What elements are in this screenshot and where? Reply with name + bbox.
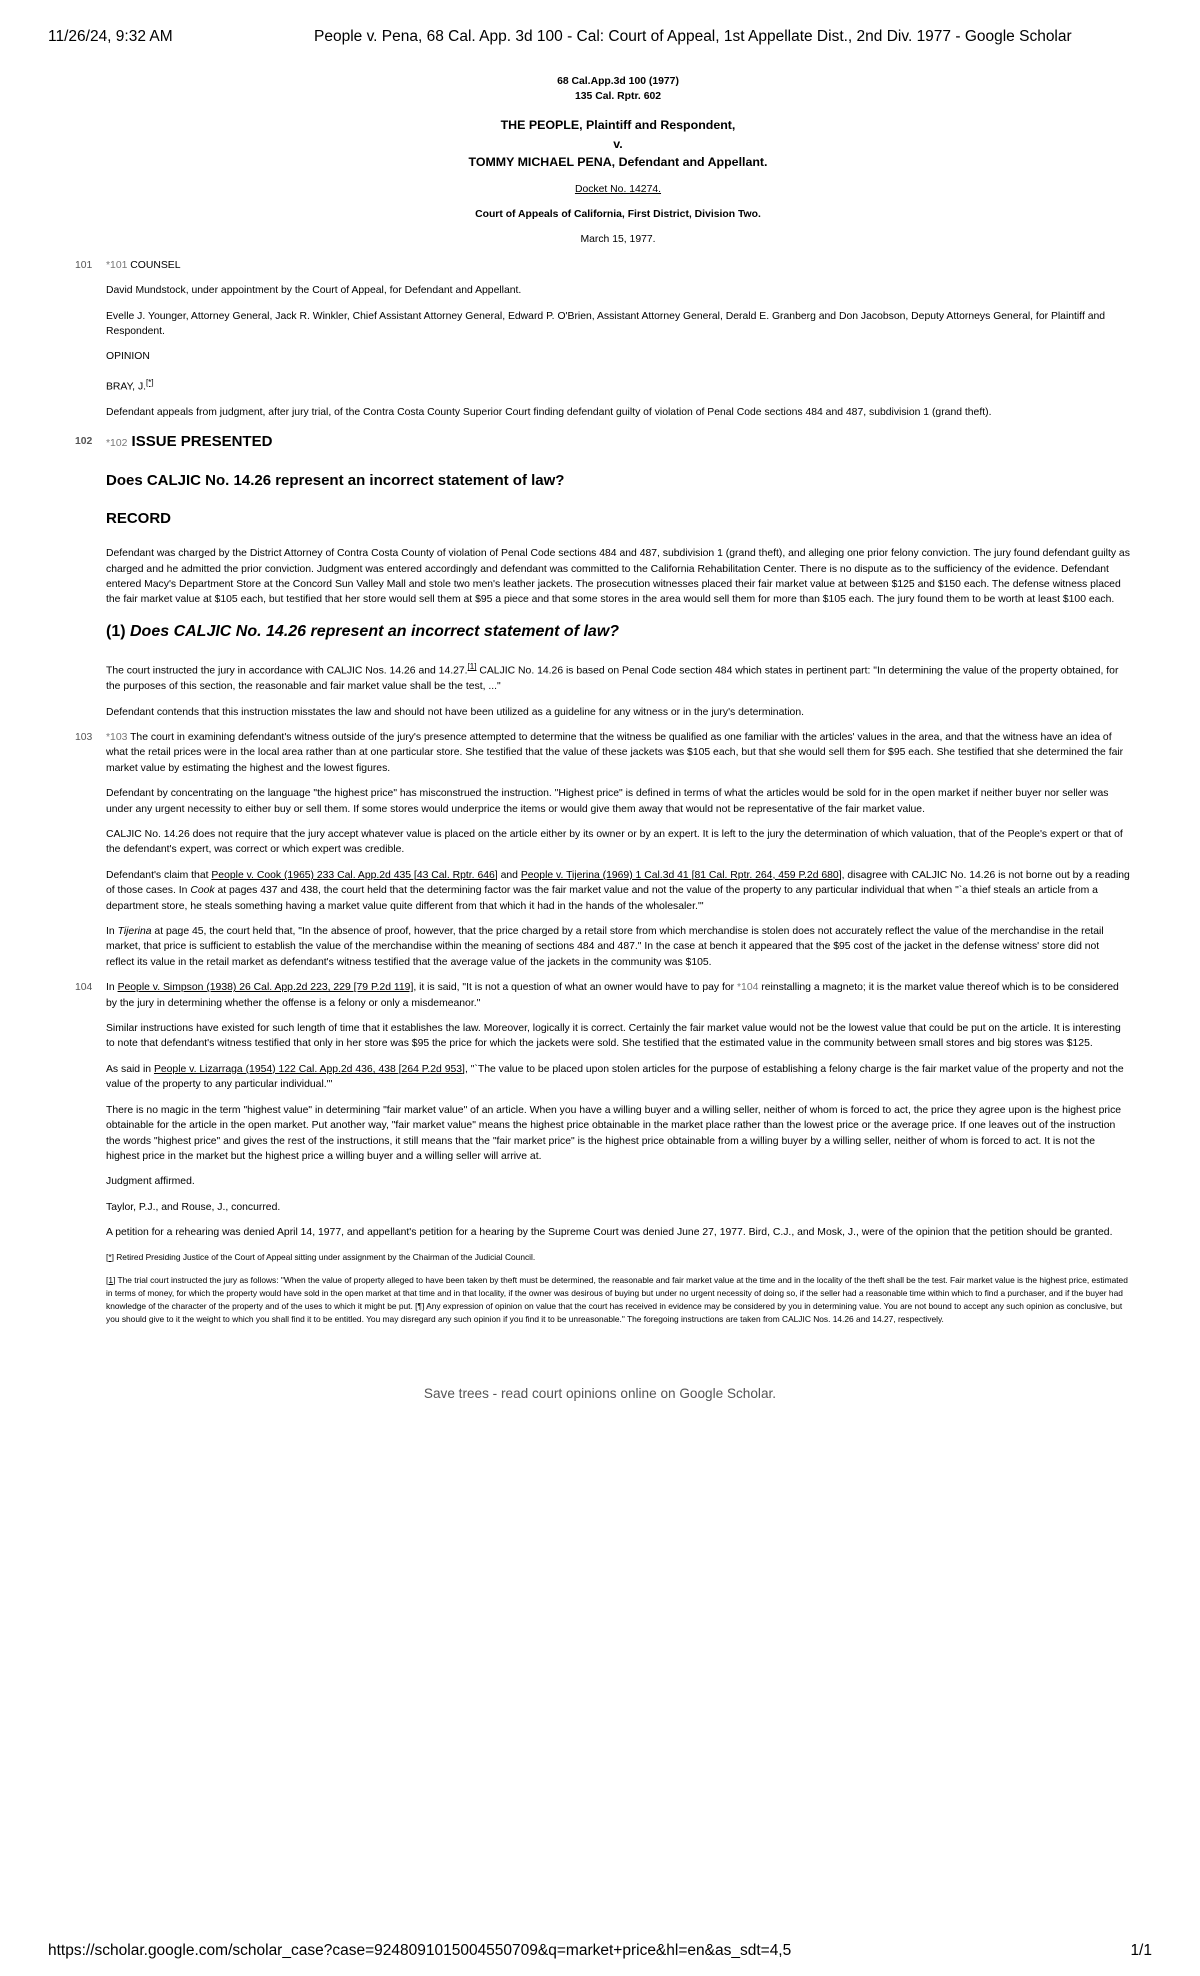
docket-link[interactable]: Docket No. 14274. <box>574 183 662 195</box>
cook-italic: Cook <box>190 885 215 897</box>
author-line <box>106 375 1130 395</box>
citation-2: 135 Cal. Rptr. 602 <box>574 91 662 102</box>
paragraph-record: Defendant was charged by the District Attorney of Contra Costa County of violation of Penal Code sections 484 and 487, subdivision 1 (grand theft), and alleging one prior felony conviction. The jury found defendant guilty as charged and he admitted the prior conviction. Judgment was entered accordingly and defendant was committed to the California Rehabilitation Center. There is no dispute as to the sufficiency of the evidence. Defendant entered Macy's Department Store at the Concord Sun Valley Mall and stole two men's leather jackets. The prosecution witnesses placed their fair market value at between $125 and $150 each. The defense witness placed the fair market value at $105 each, but testified that her store would sell them at $95 a piece and that some stores in the area would sell them for more than $105 each. The jury found them to be worth at least $100 each. <box>106 548 1130 606</box>
print-page-title: People v. Pena, 68 Cal. App. 3d 100 - Cal: Court of Appeal, 1st Appellate Dist., 2nd Div. 1977 - Google Scholar <box>314 28 1072 45</box>
issue-presented-heading <box>75 433 1130 451</box>
claim-text-c: , disagree with CALJIC No. 14.26 is not borne out by a reading of those cases. In <box>106 869 1130 897</box>
instruction-text-a: The court instructed the jury in accordance with CALJIC Nos. 14.26 and 14.27. <box>106 665 468 677</box>
footnote-1-text-a: The trial court instructed the jury as follows: "When the value of property alleged to have been taken by theft must be determined, the reasonable and fair market value at the time and in the locality of the theft shall be the test. Fair market value is the highest price, estimated in terms of money, for which the property would have sold in the open market at that time and in that locality, if the owner was desirous of buying but under no urgent necessity of doing so, if the seller had a reasonable time within which to find a purchaser, and if the buyer had knowledge of the character of the property and of the uses to which it might be put. <box>106 1274 1128 1311</box>
print-datetime: 11/26/24, 9:32 AM <box>48 28 173 45</box>
counsel-heading <box>75 258 1130 273</box>
examining-text: The court in examining defendant's witness outside of the jury's presence attempted to determine that the witness be qualified as one familiar with the articles' values in the area, and that the witness have an idea of what the retail prices were in the local area rather than at one particular store. She testified that the value of these jackets was $105 each, but that she would sell them for $95 each. She testified that she determined the fair market value by estimating the highest and the lowest figures. <box>106 731 1124 774</box>
plaintiff: THE PEOPLE, Plaintiff and Respondent, <box>500 118 736 132</box>
instruction-text-b: CALJIC No. 14.26 is based on Penal Code section 484 which states in pertinent part: "In determining the value of the property obtained, for the purposes of this section, the reasonable and fair market value shall be the test, ..." <box>106 665 1119 693</box>
print-header <box>48 28 1152 52</box>
save-trees-message: Save trees - read court opinions online on Google Scholar. <box>423 1386 777 1401</box>
counsel-respondent: Evelle J. Younger, Attorney General, Jack R. Winkler, Chief Assistant Attorney General, Edward P. O'Brien, Assistant Attorney General, Derald E. Granberg and Don Jacobson, Deputy Attorneys General, for Plaintiff and Respondent. <box>106 310 1106 337</box>
footnote-1-text-b: Any expression of opinion on value that the court has received in evidence may be considered by you in determining value. You are not bound to accept any such opinion as conclusive, but you should give to it the weight to which you shall find it to be entitled. You may disregard any such opinion if you find it to be unreasonable." The foregoing instructions are taken from CALJIC Nos. 14.26 and 14.27, respectively. <box>106 1300 1123 1324</box>
footnote-star-backlink[interactable]: [*] <box>106 1251 114 1262</box>
counsel-label: COUNSEL <box>127 259 181 271</box>
paragraph-concurred: Taylor, P.J., and Rouse, J., concurred. <box>106 1201 281 1213</box>
page-number-103[interactable]: 103 <box>75 731 93 743</box>
question-heading: Does CALJIC No. 14.26 represent an incorrect statement of law? <box>106 472 565 490</box>
versus: v. <box>613 136 623 151</box>
author-name: BRAY, J. <box>106 381 147 393</box>
simpson-text-c: reinstalling a magneto; it is the market value thereof which is to be considered by the jury in determining whether the offense is a felony or only a misdemeanor." <box>106 982 1119 1009</box>
opinion-label: OPINION <box>106 351 150 363</box>
paragraph-simpson <box>75 980 1130 1011</box>
paragraph-tijerina <box>106 924 1130 970</box>
footnote-1-ref[interactable]: [1] <box>467 662 477 672</box>
paragraph-affirmed: Judgment affirmed. <box>106 1176 195 1188</box>
star-page-102: *102 <box>106 438 128 450</box>
case-link-tijerina[interactable]: People v. Tijerina (1969) 1 Cal.3d 41 [81 Cal. Rptr. 264, 459 P.2d 680] <box>520 869 842 881</box>
decision-date: March 15, 1977. <box>580 234 656 246</box>
footnote-1-paragraph-mark: [¶] <box>415 1300 425 1311</box>
page-number-101[interactable]: 101 <box>75 259 93 271</box>
counsel-appellant: David Mundstock, under appointment by the Court of Appeal, for Defendant and Appellant. <box>106 285 522 297</box>
print-page-number: 1/1 <box>1130 1942 1152 1959</box>
simpson-text-a: In <box>106 982 118 994</box>
tijerina-text-b: at page 45, the court held that, "In the absence of proof, however, that the price charged by a retail store from which merchandise is stolen does not accurately reflect the value of the merchandise in the retail market, that price is sufficient to establish the value of the merchandise within the meaning of sections 484 and 487." In the case at bench it appeared that the $95 cost of the jacket in the defense witness' store did not reflect its value in the retail market as defendant's witness testified that the average value of the jackets in the community was $105. <box>106 926 1104 968</box>
page-number-102[interactable]: 102 <box>75 436 93 448</box>
print-url: https://scholar.google.com/scholar_case?case=9248091015004550709&q=market+price&hl=en&as_sdt=4,5 <box>48 1942 792 1959</box>
tijerina-italic: Tijerina <box>117 926 152 938</box>
court-name: Court of Appeals of California, First District, Division Two. <box>475 208 761 220</box>
paragraph-rehearing: A petition for a rehearing was denied April 14, 1977, and appellant's petition for a hearing by the Supreme Court was denied June 27, 1977. Bird, C.J., and Mosk, J., were of the opinion that the petition should be granted. <box>106 1227 1113 1239</box>
lizarraga-text-b: , "`The value to be placed upon stolen articles for the purpose of establishing a felony charge is the fair market value of the property and not the value of the property to any particular individual.'" <box>106 1063 1124 1091</box>
paragraph-lizarraga <box>106 1062 1130 1093</box>
case-document <box>75 74 1130 1336</box>
simpson-text-b: , it is said, "It is not a question of what an owner would have to pay for <box>413 982 737 994</box>
record-heading: RECORD <box>106 509 172 527</box>
claim-text-a: Defendant's claim that <box>106 869 212 881</box>
footnote-1-backlink[interactable]: [1] <box>106 1274 116 1285</box>
citation-1: 68 Cal.App.3d 100 (1977) <box>557 76 679 87</box>
tijerina-text-a: In <box>106 926 118 938</box>
issue-presented-label: ISSUE PRESENTED <box>127 433 273 451</box>
claim-text-b: and <box>497 869 521 881</box>
defendant: TOMMY MICHAEL PENA, Defendant and Appellant. <box>468 155 768 169</box>
footnote-star <box>106 1251 1130 1264</box>
star-page-103: *103 <box>106 731 128 743</box>
paragraph-appeal: Defendant appeals from judgment, after jury trial, of the Contra Costa County Superior Court finding defendant guilty of violation of Penal Code sections 484 and 487, subdivision 1 (grand theft). <box>106 406 992 418</box>
star-page-101: *101 <box>106 259 128 271</box>
lizarraga-text-a: As said in <box>106 1063 154 1075</box>
case-link-cook[interactable]: People v. Cook (1965) 233 Cal. App.2d 435 [43 Cal. Rptr. 646] <box>211 869 498 881</box>
page-number-104[interactable]: 104 <box>75 982 93 994</box>
paragraph-examining <box>75 730 1130 776</box>
paragraph-caljic: CALJIC No. 14.26 does not require that the jury accept whatever value is placed on the article either by its owner or by an expert. It is left to the jury the determination of which valuation, that of the People's expert or that of the defendant's expert, was correct or which expert was credible. <box>106 829 1123 856</box>
section-1-title: Does CALJIC No. 14.26 represent an incorrect statement of law? <box>130 622 620 640</box>
paragraph-magic: There is no magic in the term "highest value" in determining "fair market value" of an article. When you have a willing buyer and a willing seller, neither of whom is forced to act, the price they agree upon is the highest price obtainable for the article in the open market. Put another way, "fair market value" means the highest price obtainable in the market place rather than the lowest price or the average price. If one leaves out of the instruction the words "highest price" and gives the rest of the instructions, it still means that the "fair market price" is the highest price obtainable from a willing buyer by a willing seller, neither of whom is forced to act. It is not the highest price in the market but the highest price a willing buyer and a willing seller will arrive at. <box>106 1104 1122 1162</box>
star-page-104: *104 <box>737 982 759 994</box>
section-1-heading <box>106 624 1130 639</box>
parties <box>106 116 1130 172</box>
claim-text-d: at pages 437 and 438, the court held that the determining factor was the fair market value and not the value of the property to any particular individual that when "`a thief steals an article from a department store, he steals something having a market value quite different from that which it had in the hands of the wholesaler.'" <box>106 885 1098 912</box>
paragraph-similar: Similar instructions have existed for such length of time that it establishes the law. Moreover, logically it is correct. Certainly the fair market value would not be the lowest value that could be put on the article. It is interesting to note that defendant's witness testified that only in her store was $95 the price for which the jackets were sold. She testified that the estimated value in the community between small stores and big stores was $125. <box>106 1023 1121 1050</box>
paragraph-claim <box>106 868 1130 914</box>
case-link-lizarraga[interactable]: People v. Lizarraga (1954) 122 Cal. App.2d 436, 438 [264 P.2d 953] <box>153 1063 465 1075</box>
paragraph-concentrating: Defendant by concentrating on the language "the highest price" has misconstrued the instruction. "Highest price" is defined in terms of what the articles would be sold for in the open market if neither buyer nor seller was under any urgent necessity to either buy or sell them. If some stores would underprice the items or would give them away that would not be representative of the fair market value. <box>106 788 1109 815</box>
paragraph-instruction <box>106 659 1130 694</box>
case-link-simpson[interactable]: People v. Simpson (1938) 26 Cal. App.2d 223, 229 [79 P.2d 119] <box>117 982 414 994</box>
footnote-star-text: Retired Presiding Justice of the Court of Appeal sitting under assignment by the Chairman of the Judicial Council. <box>113 1251 536 1262</box>
section-1-number: (1) <box>106 622 130 640</box>
footnote-1 <box>106 1274 1130 1326</box>
paragraph-contends: Defendant contends that this instruction misstates the law and should not have been utilized as a guideline for any witness or in the jury's determination. <box>106 706 804 718</box>
footnote-star-ref[interactable]: [*] <box>146 377 154 387</box>
print-footer <box>48 1942 1152 1966</box>
